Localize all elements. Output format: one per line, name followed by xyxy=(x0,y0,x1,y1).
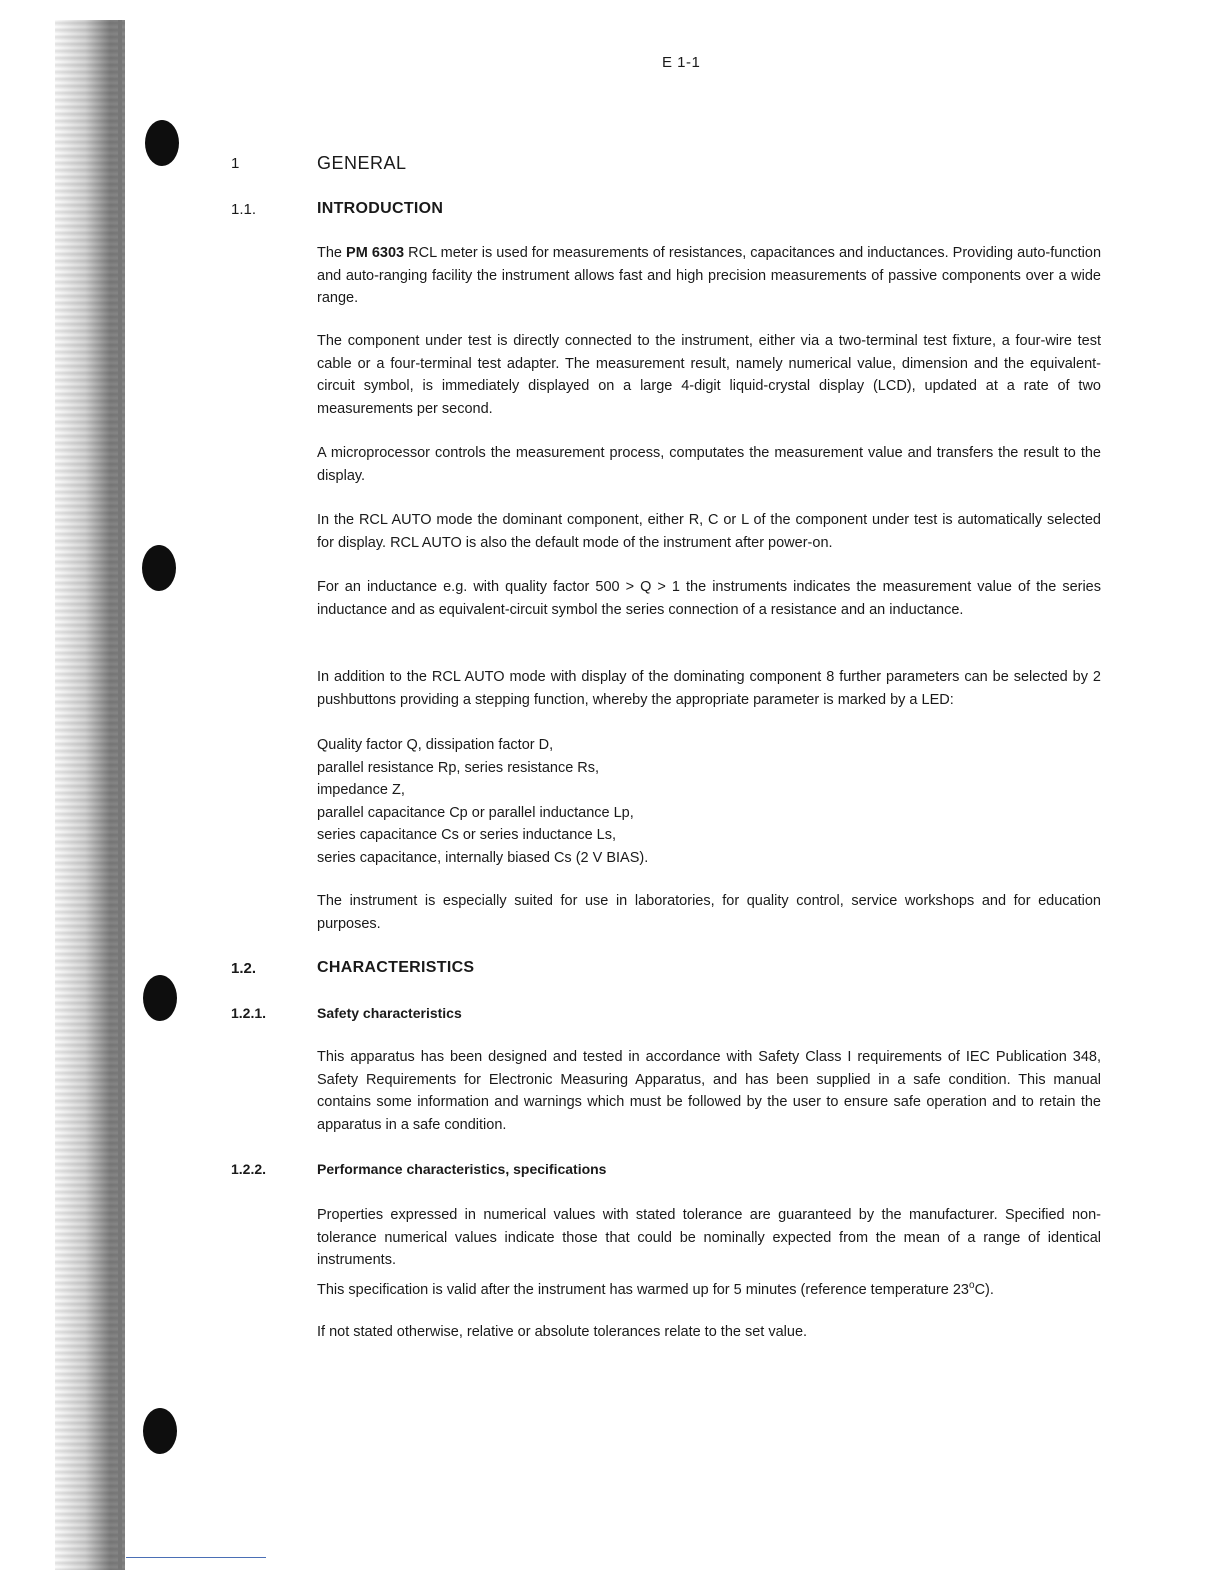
intro-paragraph-7: The instrument is especially suited for use in laboratories, for quality control, service workshops and for education purposes. xyxy=(317,893,1101,932)
list-item: parallel resistance Rp, series resistance Rs, xyxy=(317,759,600,776)
safety-paragraph: This apparatus has been designed and tested in accordance with Safety Class I requirements of IEC Publication 348, Safety Requirements for Electronic Measuring Apparatus, and has been supplied in a safe condition. This manual contains some information and warnings which must be followed by the user to ensure safe operation and to retain the apparatus in a safe condition. xyxy=(317,1049,1101,1133)
section-title-characteristics: CHARACTERISTICS xyxy=(317,959,475,976)
section-number-characteristics: 1.2. xyxy=(231,960,257,977)
performance-p2-unit: C). xyxy=(974,1281,994,1298)
section-title-general: GENERAL xyxy=(317,153,407,173)
performance-paragraph-2 xyxy=(317,1275,1101,1301)
performance-paragraph-1: Properties expressed in numerical values with stated tolerance are guaranteed by the manufacturer. Specified non-tolerance numerical values indicate those that could be nominally expected from the mean of a range of identical instruments. xyxy=(317,1207,1101,1268)
list-item: series capacitance Cs or series inductance Ls, xyxy=(317,827,617,843)
punch-hole-4 xyxy=(143,1408,177,1454)
intro-paragraph-6: In addition to the RCL AUTO mode with display of the dominating component 8 further parameters can be selected by 2 pushbuttons providing a stepping function, whereby the appropriate parameter is marked by a LED: xyxy=(317,669,1101,708)
binding-edge xyxy=(118,20,122,1570)
section-title-performance: Performance characteristics, specifications xyxy=(317,1161,607,1177)
section-number-safety: 1.2.1. xyxy=(231,1005,267,1021)
degree-superscript: o xyxy=(969,1280,975,1291)
intro-paragraph-5: For an inductance e.g. with quality factor 500 > Q > 1 the instruments indicates the measurement value of the series inductance and as equivalent-circuit symbol the series connection of a resistance and an inductance. xyxy=(317,579,1101,618)
section-title-safety: Safety characteristics xyxy=(317,1005,462,1021)
section-number-general: 1 xyxy=(231,155,240,172)
section-title-introduction: INTRODUCTION xyxy=(317,200,444,217)
intro-paragraph-3: A microprocessor controls the measurement process, computates the measurement value and transfers the result to the display. xyxy=(317,445,1101,484)
section-number-performance: 1.2.2. xyxy=(231,1161,267,1177)
punch-hole-2 xyxy=(142,545,176,591)
list-item: impedance Z, xyxy=(317,782,405,798)
intro-p1-lead: The xyxy=(317,245,347,261)
intro-paragraph-1 xyxy=(317,242,1101,310)
binding-strip xyxy=(55,20,125,1570)
intro-paragraph-2: The component under test is directly connected to the instrument, either via a two-terminal test fixture, a four-wire test cable or a four-terminal test adapter. The measurement result, namely numerical value, dimension and the equivalent-circuit symbol, is immediately displayed on a large 4-digit liquid-crystal display (LCD), updated at a rate of two measurements per second. xyxy=(317,333,1101,417)
intro-paragraph-4: In the RCL AUTO mode the dominant component, either R, C or L of the component under test is automatically selected for display. RCL AUTO is also the default mode of the instrument after power-on. xyxy=(317,512,1101,551)
model-name: PM 6303 xyxy=(346,245,405,261)
parameter-list xyxy=(317,734,1101,869)
performance-p2-lead: This specification is valid after the instrument has warmed up for 5 minutes (reference temperature 23 xyxy=(317,1281,969,1298)
bottom-rule xyxy=(126,1557,266,1558)
punch-hole-3 xyxy=(143,975,177,1021)
performance-paragraph-3: If not stated otherwise, relative or absolute tolerances relate to the set value. xyxy=(317,1324,808,1340)
list-item: Quality factor Q, dissipation factor D, xyxy=(317,737,554,753)
intro-p1-rest: RCL meter is used for measurements of resistances, capacitances and inductances. Providing auto-function and auto-ranging facility the instrument allows fast and high precision measurements of passive components over a wide range. xyxy=(317,245,1102,306)
list-item: series capacitance, internally biased Cs (2 V BIAS). xyxy=(317,849,649,866)
section-number-introduction: 1.1. xyxy=(231,201,257,218)
page-number: E 1-1 xyxy=(662,54,701,71)
punch-hole-1 xyxy=(145,120,179,166)
list-item: parallel capacitance Cp or parallel inductance Lp, xyxy=(317,804,634,821)
